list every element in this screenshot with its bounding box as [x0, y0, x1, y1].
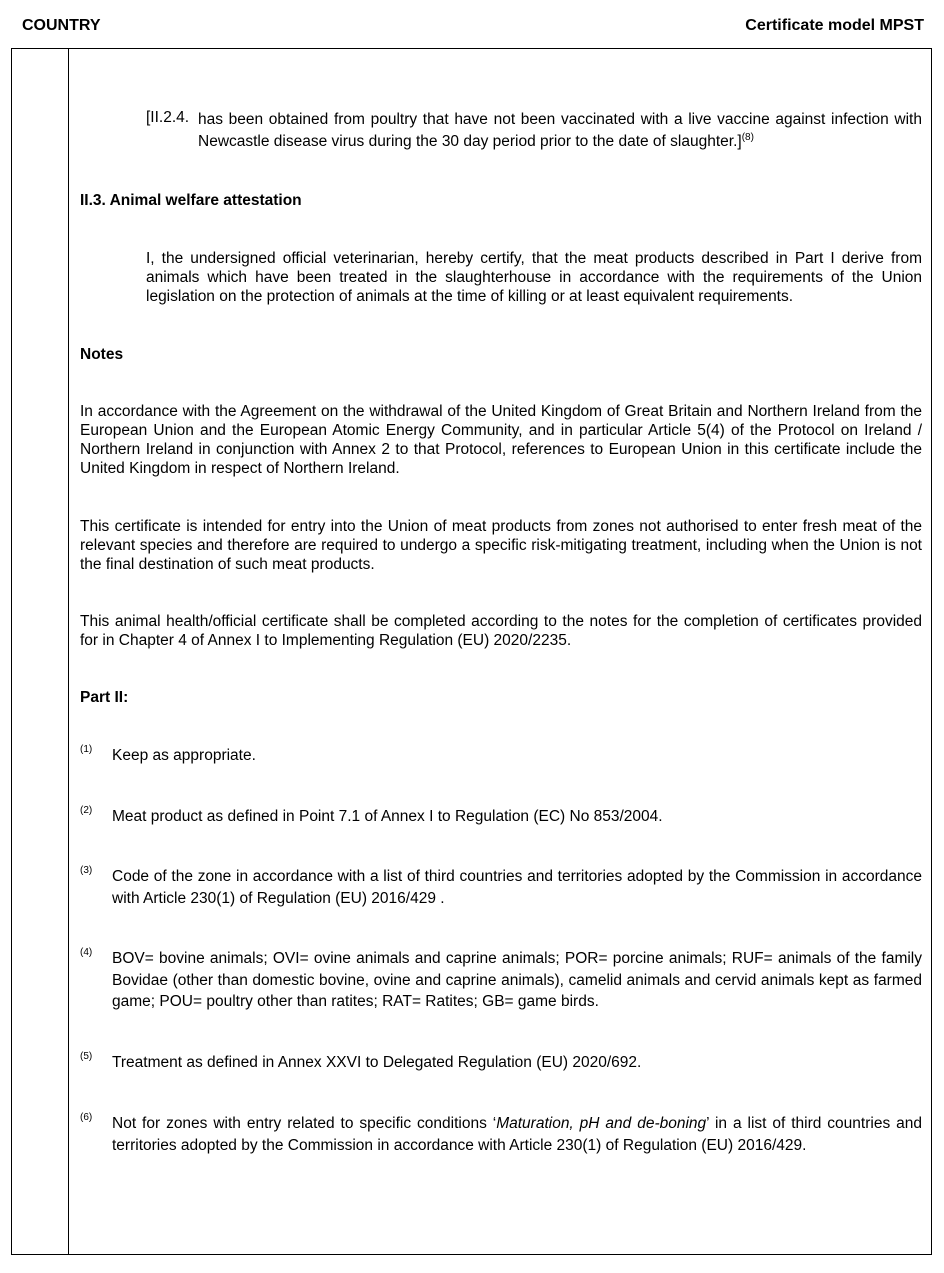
column-divider	[68, 49, 69, 1254]
part-2-title: Part II:	[80, 689, 129, 706]
footnote-text	[112, 1113, 922, 1156]
footnote	[80, 948, 922, 1013]
notes-paragraph: This certificate is intended for entry into the Union of meat products from zones not authorised to enter fresh meat of the relevant species and therefore are required to undergo a specific risk-mitigating treatment, including when the Union is not the final destination of such meat products.	[80, 518, 922, 573]
item-2-4-body: has been obtained from poultry that have not been vaccinated with a live vaccine against infection with Newcastle disease virus during the 30 day period prior to the date of slaughter.]	[198, 111, 922, 150]
footnote-mark: (4)	[80, 947, 93, 958]
footnote-mark: (5)	[80, 1051, 93, 1062]
footnote-text-pre: Not for zones with entry related to specific conditions ‘	[112, 1115, 497, 1132]
footnote-text-italic: Maturation, pH and de-boning	[496, 1115, 707, 1132]
footnote-mark: (6)	[80, 1112, 93, 1123]
footnote	[80, 806, 922, 828]
header-certificate-model: Certificate model MPST	[745, 17, 924, 34]
item-2-4-number: [II.2.4.	[146, 109, 190, 126]
footnote-text: Code of the zone in accordance with a list of third countries and territories adopted by the Commission in accordance with Article 230(1) of Regulation (EU) 2016/429 .	[112, 868, 922, 907]
notes-paragraph: In accordance with the Agreement on the withdrawal of the United Kingdom of Great Britain and Northern Ireland from the European Union and the European Atomic Energy Community, and in particular Article 5(4) of the Protocol on Ireland / Northern Ireland in conjunction with Annex 2 to that Protocol, references to European Union in this certificate include the United Kingdom in respect of Northern Ireland.	[80, 403, 922, 477]
footnote-mark: (3)	[80, 865, 93, 876]
item-2-4	[146, 109, 922, 152]
footnote-text: Treatment as defined in Annex XXVI to Delegated Regulation (EU) 2020/692.	[112, 1054, 642, 1071]
footnote-text: BOV= bovine animals; OVI= ovine animals and caprine animals; POR= porcine animals; RUF= animals of the family Bovidae (other than domestic bovine, ovine and caprine animals), camelid animals and cervid animals kept as farmed game; POU= poultry other than ratites; RAT= Ratites; GB= game birds.	[112, 950, 922, 1010]
notes-paragraph: This animal health/official certificate shall be completed according to the notes for the completion of certificates provided for in Chapter 4 of Annex I to Implementing Regulation (EU) 2020/2235.	[80, 613, 922, 649]
item-2-4-text	[198, 109, 922, 152]
footnote-mark: (1)	[80, 744, 93, 755]
footnote-mark: (2)	[80, 805, 93, 816]
footnote	[80, 1113, 922, 1156]
footnote	[80, 745, 922, 767]
item-2-4-ref: (8)	[741, 131, 754, 143]
certificate-frame	[11, 48, 932, 1255]
footnote	[80, 866, 922, 909]
notes-title: Notes	[80, 346, 124, 363]
section-2-3-title: II.3. Animal welfare attestation	[80, 192, 302, 209]
footnote-text-post: ’ in a list of third countries and territories adopted by the Commission in accordance with Article 230(1) of Regulation (EU) 2016/429.	[112, 1115, 922, 1154]
footnote	[80, 1052, 922, 1074]
footnote-text: Meat product as defined in Point 7.1 of Annex I to Regulation (EC) No 853/2004.	[112, 808, 663, 825]
section-2-3-text: I, the undersigned official veterinarian, hereby certify, that the meat products described in Part I derive from animals which have been treated in the slaughterhouse in accordance with the requirements of the Union legislation on the protection of animals at the time of killing or at least equivalent requirements.	[146, 250, 922, 305]
header-country: COUNTRY	[22, 17, 101, 34]
footnote-text: Keep as appropriate.	[112, 747, 256, 764]
